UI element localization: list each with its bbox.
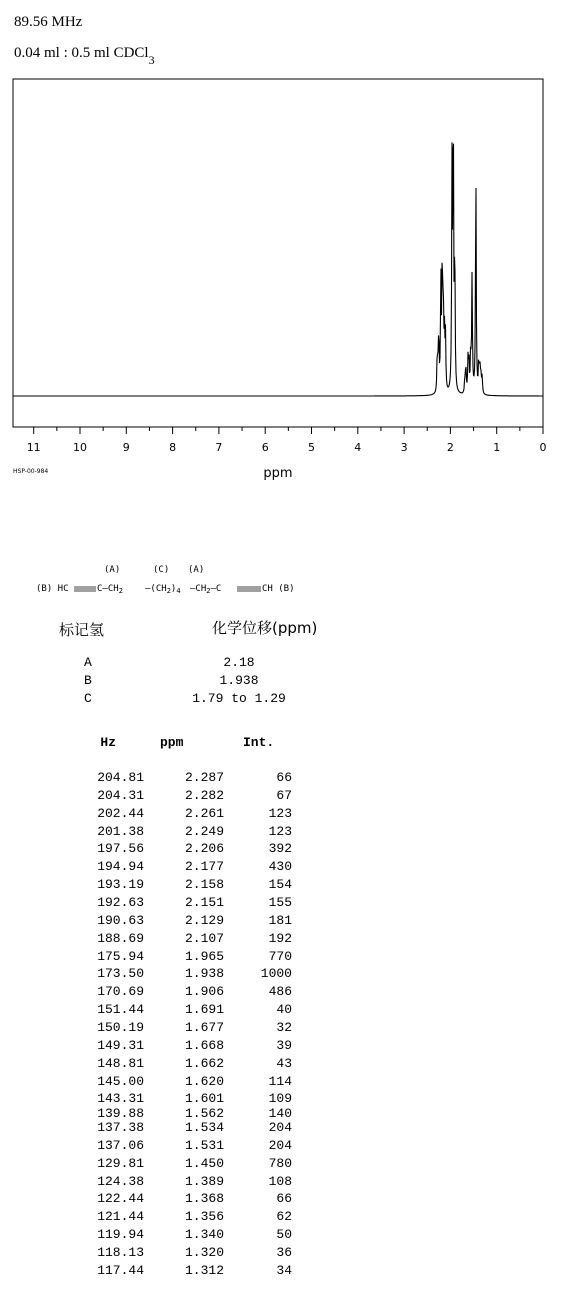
peak-ppm-cell: 1.320 <box>184 1245 224 1260</box>
peak-ppm-cell: 1.965 <box>184 948 224 964</box>
x-axis-label: ppm <box>263 466 293 481</box>
peak-hz-cell: 194.94 <box>97 859 144 875</box>
peak-int-cell: 154 <box>268 877 292 893</box>
nmr-spectrum-chart <box>0 0 570 500</box>
peak-int-cell: 430 <box>268 859 292 875</box>
peak-int-cell: 392 <box>268 841 292 857</box>
peak-int-cell: 114 <box>268 1073 292 1089</box>
peak-header-hz: Hz <box>100 735 116 750</box>
formula-end: CH (B) <box>262 584 295 594</box>
assignment-shift: 2.18 <box>223 655 255 670</box>
molecular-structure <box>36 563 336 599</box>
peak-ppm-cell: 1.668 <box>184 1037 224 1053</box>
peak-ppm-cell: 1.340 <box>184 1227 224 1243</box>
peak-ppm-cell: 2.287 <box>184 770 224 785</box>
peak-int-cell: 32 <box>276 1019 292 1035</box>
x-tick-label: 9 <box>122 441 130 454</box>
peak-int-cell: 123 <box>268 823 292 839</box>
peak-int-cell: 192 <box>268 930 292 946</box>
peak-hz-cell: 150.19 <box>97 1019 144 1035</box>
plot-frame <box>13 79 543 427</box>
peak-int-cell: 66 <box>276 770 292 785</box>
peak-ppm-cell: 2.107 <box>184 930 224 946</box>
peak-ppm-cell: 1.312 <box>184 1262 224 1278</box>
peak-ppm-cell: 1.906 <box>184 984 224 1000</box>
peak-ppm-cell: 2.177 <box>184 859 224 875</box>
peak-int-cell: 1000 <box>260 966 292 982</box>
assignment-label: A <box>84 655 92 670</box>
peak-hz-cell: 193.19 <box>97 877 144 893</box>
peak-hz-cell: 175.94 <box>97 948 144 964</box>
peak-hz-cell: 204.81 <box>97 770 144 785</box>
peak-int-cell: 108 <box>268 1173 292 1189</box>
peak-ppm-cell: 1.938 <box>184 966 224 982</box>
peak-int-cell: 34 <box>276 1262 292 1278</box>
peak-ppm-cell: 1.562 <box>184 1106 224 1122</box>
formula-ch2-chain: $—(CH_2)_4$ <box>145 584 181 595</box>
peak-header-ppm: ppm <box>160 735 184 750</box>
peak-int-cell: 123 <box>268 805 292 821</box>
peak-hz-cell: 188.69 <box>97 930 144 946</box>
x-tick-label: 1 <box>493 441 501 454</box>
x-tick-label: 10 <box>73 441 87 454</box>
peak-hz-cell: 121.44 <box>97 1209 144 1225</box>
peak-hz-cell: 149.31 <box>97 1037 144 1053</box>
x-tick-label: 4 <box>354 441 362 454</box>
peak-ppm-cell: 1.534 <box>184 1120 224 1135</box>
label-a-left: (A) <box>104 565 121 575</box>
x-tick-label: 8 <box>169 441 177 454</box>
peak-int-cell: 50 <box>276 1227 292 1243</box>
sample-subscript: 3 <box>148 53 155 67</box>
sample-text: 0.04 ml : 0.5 ml CDCl <box>14 45 149 61</box>
peak-ppm-cell: 1.356 <box>184 1209 224 1225</box>
peak-int-cell: 204 <box>268 1137 292 1153</box>
peak-hz-cell: 124.38 <box>97 1173 144 1189</box>
x-tick-label: 5 <box>308 441 315 454</box>
peak-ppm-cell: 2.261 <box>184 805 224 821</box>
peak-ppm-cell: 1.389 <box>184 1173 224 1189</box>
x-tick-label: 3 <box>400 441 408 454</box>
peak-hz-cell: 118.13 <box>97 1245 144 1260</box>
peak-hz-cell: 202.44 <box>97 805 144 821</box>
peak-int-cell: 43 <box>276 1055 292 1071</box>
peak-hz-cell: 145.00 <box>97 1073 144 1089</box>
assignment-label: C <box>84 691 92 706</box>
x-tick-label: 11 <box>26 441 41 454</box>
peak-ppm-cell: 2.129 <box>184 912 224 928</box>
peak-ppm-cell: 1.450 <box>184 1155 224 1171</box>
peak-hz-cell: 119.94 <box>97 1227 144 1243</box>
peak-hz-cell: 143.31 <box>97 1091 144 1107</box>
peak-hz-cell: 137.06 <box>97 1137 144 1153</box>
x-tick-label: 2 <box>446 441 454 454</box>
peak-int-cell: 40 <box>276 1002 292 1017</box>
peak-ppm-cell: 2.282 <box>184 787 224 803</box>
peak-hz-cell: 170.69 <box>97 984 144 1000</box>
peak-int-cell: 155 <box>268 895 292 910</box>
peak-int-cell: 66 <box>276 1191 292 1207</box>
peak-int-cell: 62 <box>276 1209 292 1225</box>
peak-int-cell: 204 <box>268 1120 292 1135</box>
peak-hz-cell: 137.38 <box>97 1120 144 1135</box>
spectrometer-frequency: 89.56 MHz <box>14 14 83 30</box>
peak-ppm-cell: 2.151 <box>184 895 224 910</box>
label-c: (C) <box>153 565 170 575</box>
peak-hz-cell: 192.63 <box>97 895 144 910</box>
spectrum-trace <box>13 142 543 396</box>
peak-hz-cell: 117.44 <box>97 1262 144 1278</box>
peak-hz-cell: 204.31 <box>97 787 144 803</box>
peak-header-int: Int. <box>243 735 275 750</box>
x-tick-label: 0 <box>539 441 547 454</box>
peak-hz-cell: 122.44 <box>97 1191 144 1207</box>
peak-hz-cell: 151.44 <box>97 1002 144 1017</box>
spectrum-id: HSP-00-984 <box>13 468 49 475</box>
x-axis <box>13 427 547 454</box>
peak-hz-cell: 148.81 <box>97 1055 144 1071</box>
x-tick-label: 6 <box>261 441 269 454</box>
peak-int-cell: 67 <box>276 787 292 803</box>
peak-ppm-cell: 1.691 <box>184 1002 224 1017</box>
formula-ch2-left: $C—CH_2$ <box>97 584 123 595</box>
assignment-header-shift: 化学位移(ppm) <box>212 619 318 637</box>
assignment-shift: 1.79 to 1.29 <box>192 691 286 706</box>
label-a-right: (A) <box>188 565 205 575</box>
peak-ppm-cell: 2.249 <box>184 823 224 839</box>
formula-ch2-right: $—CH_2—C$ <box>190 584 222 595</box>
assignment-header-label: 标记氢 <box>59 621 105 639</box>
peak-ppm-cell: 2.158 <box>184 877 224 893</box>
formula-start: (B) HC <box>36 584 69 594</box>
peak-hz-cell: 190.63 <box>97 912 144 928</box>
peak-hz-cell: 197.56 <box>97 841 144 857</box>
peak-hz-cell: 201.38 <box>97 823 144 839</box>
peak-ppm-cell: 1.368 <box>184 1191 224 1207</box>
peak-int-cell: 770 <box>268 948 292 964</box>
peak-int-cell: 486 <box>268 984 292 1000</box>
peak-int-cell: 39 <box>276 1037 292 1053</box>
peak-ppm-cell: 1.601 <box>184 1091 224 1107</box>
peak-int-cell: 140 <box>268 1106 292 1122</box>
peak-int-cell: 109 <box>268 1091 292 1107</box>
x-tick-label: 7 <box>215 441 223 454</box>
peak-int-cell: 36 <box>276 1245 292 1260</box>
assignment-label: B <box>84 673 92 688</box>
peak-ppm-cell: 1.677 <box>184 1019 224 1035</box>
peak-hz-cell: 129.81 <box>97 1155 144 1171</box>
peak-ppm-cell: 1.531 <box>184 1137 224 1153</box>
assignment-shift: 1.938 <box>219 673 259 688</box>
peak-ppm-cell: 2.206 <box>184 841 224 857</box>
peak-int-cell: 181 <box>268 912 292 928</box>
peak-hz-cell: 139.88 <box>97 1106 144 1122</box>
peak-hz-cell: 173.50 <box>97 966 144 982</box>
spectrum-trace-group <box>13 142 543 396</box>
peak-int-cell: 780 <box>268 1155 292 1171</box>
peak-ppm-cell: 1.620 <box>184 1073 224 1089</box>
peak-ppm-cell: 1.662 <box>184 1055 224 1071</box>
